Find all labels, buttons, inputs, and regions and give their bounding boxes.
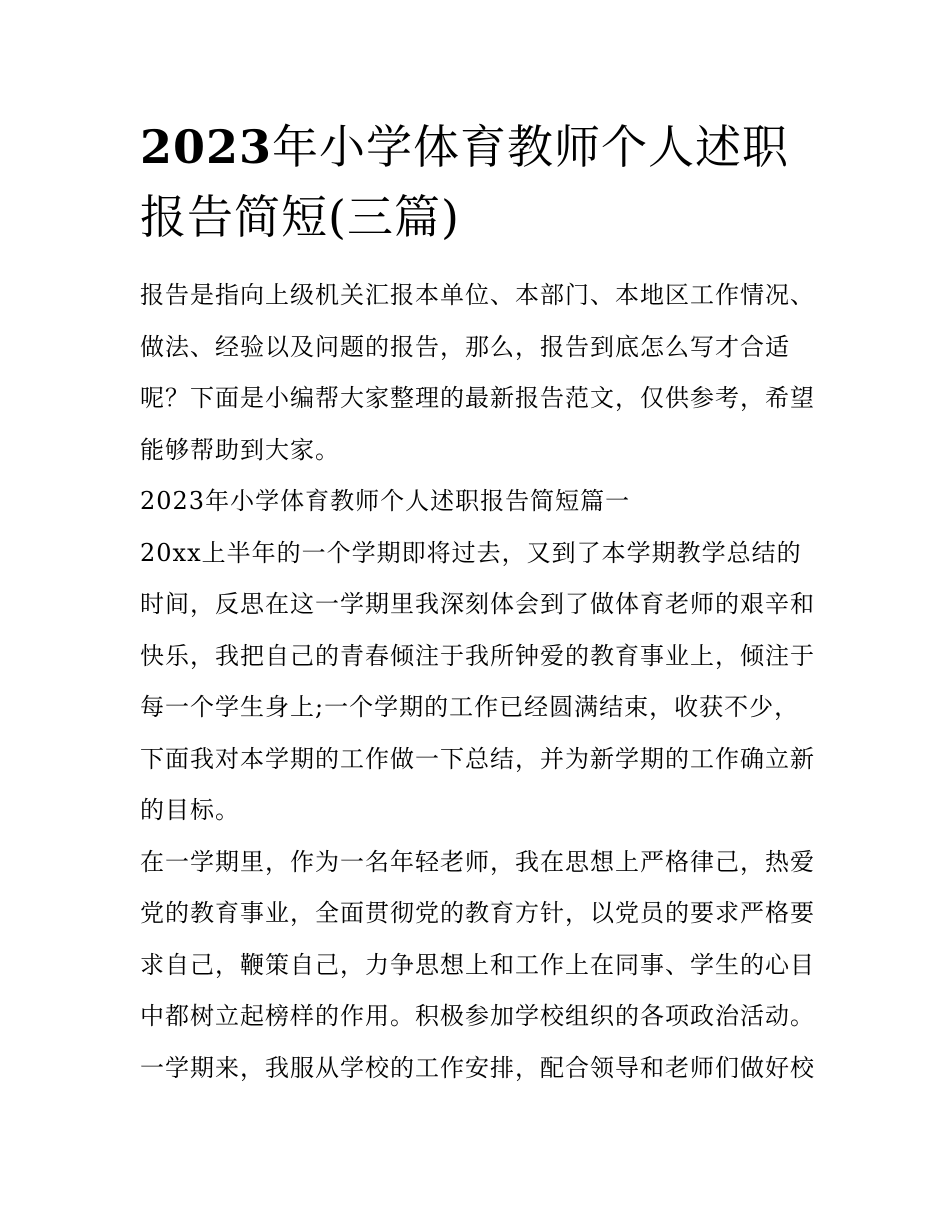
section-heading: 2023年小学体育教师个人述职报告简短篇一 <box>140 487 631 515</box>
body-paragraph: 20xx上半年的一个学期即将过去，又到了本学期教学总结的时间，反思在这一学期里我深刻体会到了做体育老师的艰辛和快乐，我把自己的青春倾注于我所钟爱的教育事业上，倾注于每一个学生身上;一个学期的工作已经圆满结束，收获不少，下面我对本学期的工作做一下总结，并为新学期的工作确立新的目标。 <box>140 538 815 824</box>
title-text: 年小学体育教师个人述职报告简短(三篇) <box>140 120 790 244</box>
title-year: 2023 <box>140 120 273 174</box>
intro-paragraph: 报告是指向上级机关汇报本单位、本部门、本地区工作情况、做法、经验以及问题的报告，那么，报告到底怎么写才合适呢？下面是小编帮大家整理的最新报告范文，仅供参考，希望能够帮助到大家。 <box>140 281 815 464</box>
body-paragraph: 在一学期里，作为一名年轻老师，我在思想上严格律己，热爱党的教育事业，全面贯彻党的教育方针，以党员的要求严格要求自己，鞭策自己，力争思想上和工作上在同事、学生的心目中都树立起榜样的作用。积极参加学校组织的各项政治活动。 <box>140 847 815 1030</box>
document-body <box>140 112 820 1094</box>
body-paragraph: 一学期来，我服从学校的工作安排，配合领导和老师们做好校 <box>140 1053 815 1082</box>
document-title <box>140 112 820 252</box>
